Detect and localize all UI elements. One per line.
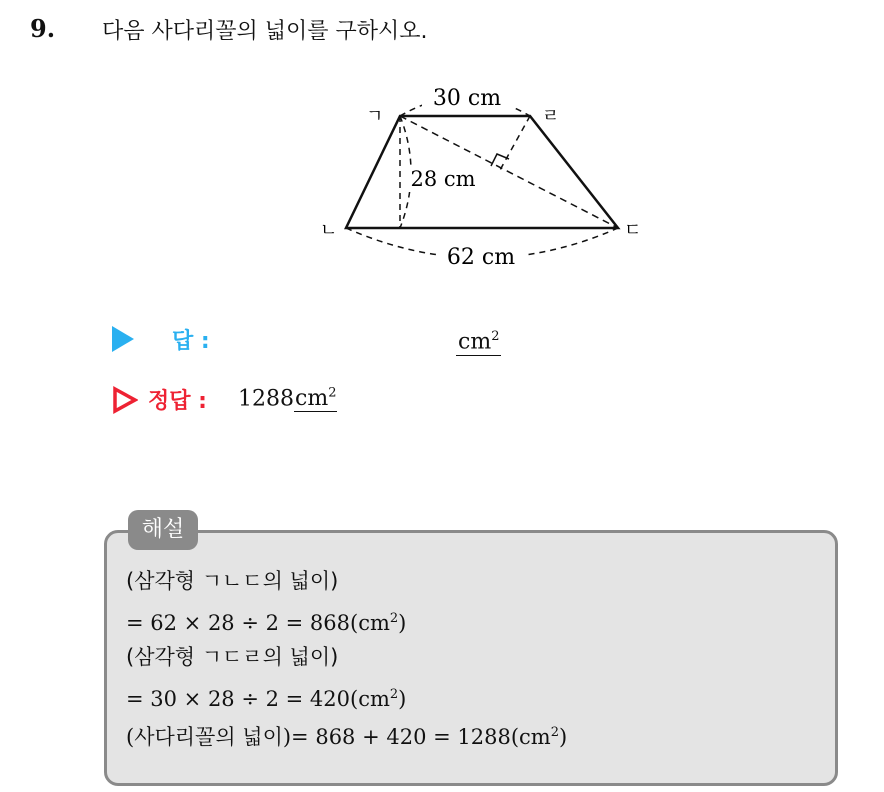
correct-answer-value: 1288: [238, 386, 294, 412]
correct-answer-row: [108, 382, 608, 418]
explanation-line-4: [126, 680, 567, 718]
trapezoid-figure: [300, 78, 660, 278]
explanation-line-5: [126, 718, 567, 756]
explanation-line-5-close: ): [558, 725, 568, 749]
vertex-label-top-left: ㄱ: [366, 106, 384, 127]
vertex-label-bottom-left: ㄴ: [320, 220, 338, 241]
correct-answer-label: 정답 :: [148, 389, 207, 414]
height-length-label: 28 cm: [410, 167, 476, 191]
explanation-tag: 해설: [128, 510, 198, 550]
top-length-label: 30 cm: [432, 86, 502, 111]
explanation-line-4-text: = 30 × 28 ÷ 2 = 420(cm: [126, 687, 390, 711]
explanation-line-2-exponent: 2: [389, 611, 399, 626]
bottom-length-label: 62 cm: [446, 245, 516, 270]
answer-unit-exponent: 2: [491, 329, 500, 344]
explanation-lines: [126, 566, 567, 756]
perpendicular-line: [500, 116, 530, 170]
explanation-line-5-text: (사다리꼴의 넓이)= 868 + 420 = 1288(cm: [126, 725, 551, 749]
question-text: 다음 사다리꼴의 넓이를 구하시오.: [102, 19, 428, 44]
explanation-line-4-close: ): [398, 687, 407, 711]
answer-input-blank[interactable]: [456, 324, 501, 356]
explanation-line-5-exponent: 2: [550, 725, 559, 740]
answer-unit: cm: [458, 329, 492, 355]
explanation-line-4-exponent: 2: [389, 687, 399, 702]
vertex-label-bottom-right: ㄷ: [624, 220, 642, 241]
explanation-line-2-text: = 62 × 28 ÷ 2 = 868(cm: [126, 611, 390, 635]
explanation-line-3: (삼각형 ㄱㄷㄹ의 넓이): [126, 645, 339, 669]
correct-answer-value-group: [238, 386, 337, 411]
explanation-line-1: (삼각형 ㄱㄴㄷ의 넓이): [126, 569, 339, 593]
correct-answer-unit-exponent: 2: [328, 386, 337, 401]
answer-label: 답 :: [172, 329, 210, 354]
vertex-label-top-right: ㄹ: [542, 106, 560, 127]
outline-triangle-icon: [112, 386, 138, 414]
correct-answer-unit-group: [294, 386, 337, 412]
correct-answer-unit: cm: [295, 386, 329, 412]
play-triangle-icon: [112, 326, 134, 352]
answer-row: [108, 322, 608, 358]
explanation-line-2: [126, 604, 567, 642]
trapezoid-outline: [346, 116, 618, 228]
explanation-line-2-close: ): [398, 611, 407, 635]
question-number: 9.: [30, 14, 56, 43]
